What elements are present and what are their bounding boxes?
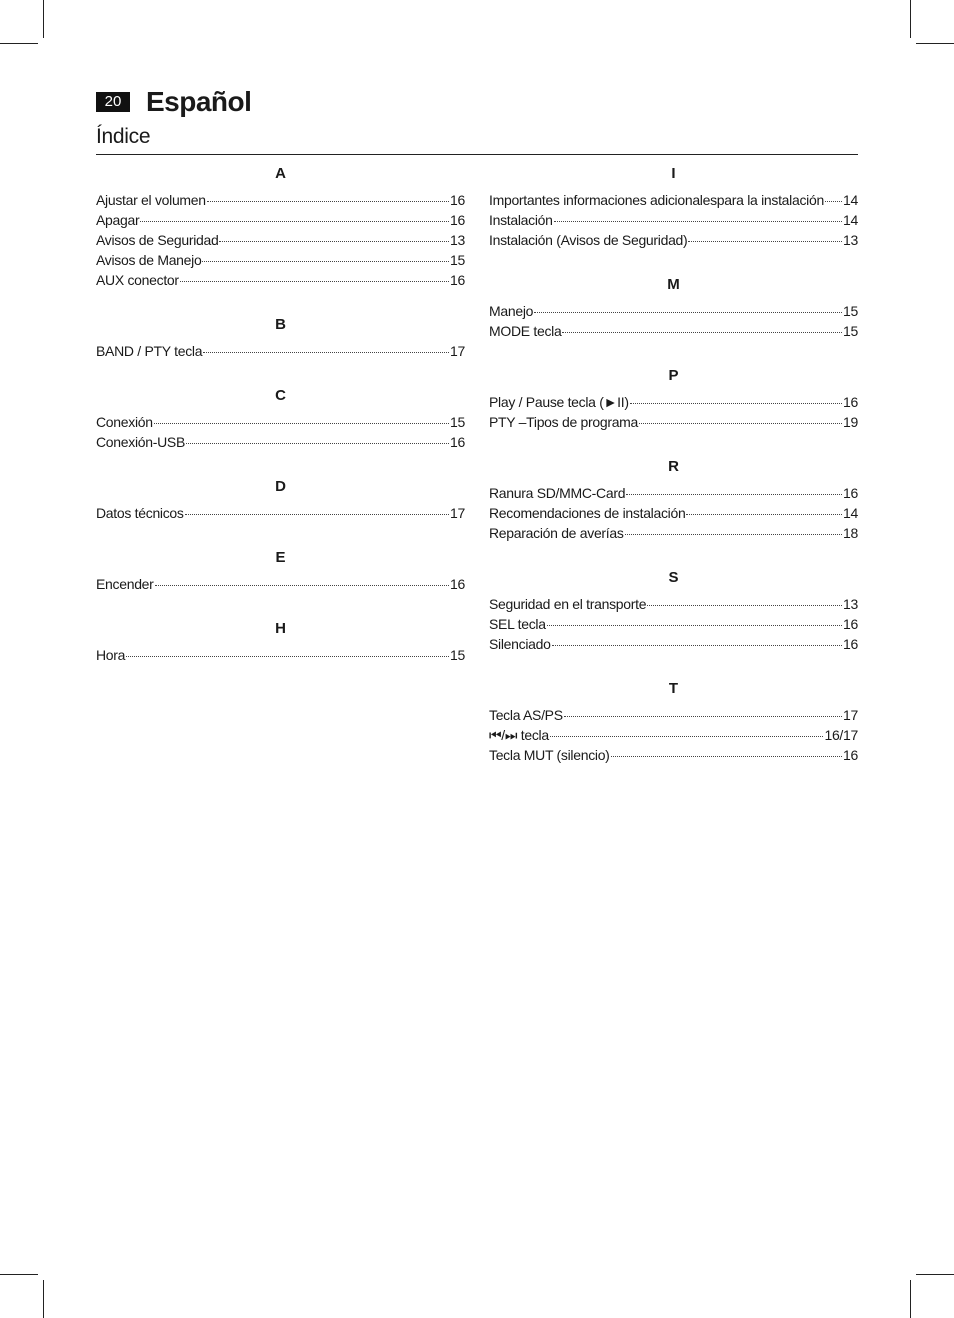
index-entry-page: 16	[450, 272, 465, 288]
index-entry-page: 16	[450, 576, 465, 592]
index-group-b	[96, 315, 465, 361]
index-entry	[96, 190, 465, 210]
index-entry	[489, 725, 858, 745]
index-entry	[489, 412, 858, 432]
index-entry-page: 16	[843, 394, 858, 410]
index-group-h	[96, 619, 465, 665]
index-entry-page: 16	[843, 747, 858, 763]
index-entry-page: 17	[843, 707, 858, 723]
index-letter: T	[668, 680, 679, 697]
index-entry-page: 16	[843, 616, 858, 632]
dot-leader	[611, 756, 842, 757]
index-entry-label: Conexión-USB	[96, 434, 185, 450]
dot-leader	[625, 534, 842, 535]
dot-leader	[647, 605, 842, 606]
index-entry-label: Encender	[96, 576, 154, 592]
index-entry-page: 15	[450, 414, 465, 430]
index-column-left	[96, 164, 465, 690]
index-entry-page: 15	[843, 323, 858, 339]
index-entry-page: 17	[450, 505, 465, 521]
index-entry-page: 15	[843, 303, 858, 319]
dot-leader	[686, 514, 842, 515]
index-entry-label: Tecla AS/PS	[489, 707, 563, 723]
dot-leader	[203, 352, 449, 353]
index-letter: I	[671, 165, 676, 182]
index-entry-label: Avisos de Manejo	[96, 252, 202, 268]
index-entry-page: 16	[450, 434, 465, 450]
index-entry-page: 13	[843, 596, 858, 612]
dot-leader	[155, 585, 449, 586]
dot-leader	[180, 281, 449, 282]
index-entry	[489, 594, 858, 614]
index-entry-label: AUX conector	[96, 272, 179, 288]
index-entry-page: 16	[450, 192, 465, 208]
index-letter: P	[668, 367, 679, 384]
index-column-right	[489, 164, 858, 790]
index-entry	[489, 301, 858, 321]
crop-mark	[910, 0, 911, 38]
index-entry	[489, 614, 858, 634]
index-group-p	[489, 366, 858, 432]
index-entry	[489, 745, 858, 765]
index-entry	[489, 230, 858, 250]
index-entry	[96, 270, 465, 290]
index-entry	[96, 574, 465, 594]
crop-mark	[916, 1274, 954, 1275]
index-entry-label: Conexión	[96, 414, 153, 430]
index-entry-label: Play / Pause tecla (►II)	[489, 394, 629, 410]
index-entry-label: Apagar	[96, 212, 140, 228]
dot-leader	[552, 645, 842, 646]
index-group-r	[489, 457, 858, 543]
dot-leader	[630, 403, 842, 404]
index-letter: E	[275, 549, 286, 566]
index-letter: C	[275, 387, 286, 404]
header-divider	[96, 154, 858, 155]
index-letter: A	[275, 165, 286, 182]
index-entry	[96, 341, 465, 361]
index-entry-label: Reparación de averías	[489, 525, 624, 541]
index-entry-page: 15	[450, 252, 465, 268]
index-entry	[489, 190, 858, 210]
index-group-c	[96, 386, 465, 452]
index-entry-page: 13	[843, 232, 858, 248]
index-entry-label: Manejo	[489, 303, 534, 319]
index-letter: H	[275, 620, 286, 637]
dot-leader	[207, 201, 449, 202]
index-entry	[96, 210, 465, 230]
crop-mark	[43, 0, 44, 38]
index-group-t	[489, 679, 858, 765]
language-title: Español	[146, 86, 252, 117]
index-entry-label: Ajustar el volumen	[96, 192, 206, 208]
index-entry-label: Importantes informaciones adicionalespara la instalación	[489, 192, 824, 208]
index-entry-label: Recomendaciones de instalación	[489, 505, 686, 521]
index-entry	[96, 503, 465, 523]
dot-leader	[186, 443, 449, 444]
index-entry-label: Silenciado	[489, 636, 551, 652]
index-entry	[96, 412, 465, 432]
crop-mark	[910, 1280, 911, 1318]
index-group-d	[96, 477, 465, 523]
index-entry-label: Seguridad en el transporte	[489, 596, 647, 612]
index-letter: S	[668, 569, 679, 586]
index-letter: M	[667, 276, 680, 293]
dot-leader	[554, 221, 842, 222]
index-entry-label: PTY –Tipos de programa	[489, 414, 639, 430]
index-entry	[489, 392, 858, 412]
dot-leader	[202, 261, 449, 262]
index-entry-page: 19	[843, 414, 858, 430]
index-entry-page: 16	[450, 212, 465, 228]
index-entry-page: 16/17	[824, 727, 858, 743]
dot-leader	[140, 221, 449, 222]
dot-leader	[154, 423, 449, 424]
dot-leader	[547, 625, 842, 626]
index-entry-label: BAND / PTY tecla	[96, 343, 203, 359]
dot-leader	[562, 332, 842, 333]
index-group-i	[489, 164, 858, 250]
index-letter: R	[668, 458, 679, 475]
dot-leader	[639, 423, 842, 424]
index-entry-label: Instalación	[489, 212, 553, 228]
index-entry-label: Ranura SD/MMC-Card	[489, 485, 626, 501]
dot-leader	[534, 312, 842, 313]
index-entry	[96, 250, 465, 270]
dot-leader	[185, 514, 449, 515]
dot-leader	[126, 656, 449, 657]
index-group-m	[489, 275, 858, 341]
dot-leader	[564, 716, 842, 717]
index-entry	[489, 483, 858, 503]
index-entry	[489, 523, 858, 543]
index-entry	[489, 705, 858, 725]
index-entry-label: Hora	[96, 647, 126, 663]
index-entry-label: ⏮/⏭ tecla	[489, 727, 549, 743]
crop-mark	[0, 1274, 38, 1275]
index-entry-page: 15	[450, 647, 465, 663]
dot-leader	[825, 201, 842, 202]
index-entry-page: 16	[843, 485, 858, 501]
index-entry-label: MODE tecla	[489, 323, 562, 339]
dot-leader	[626, 494, 842, 495]
index-entry	[489, 634, 858, 654]
index-letter: D	[275, 478, 286, 495]
dot-leader	[219, 241, 449, 242]
index-entry	[489, 321, 858, 341]
index-entry-page: 18	[843, 525, 858, 541]
index-entry-page: 14	[843, 192, 858, 208]
section-title: Índice	[96, 125, 151, 148]
index-entry	[489, 210, 858, 230]
page-number-badge: 20	[96, 92, 130, 112]
index-entry-label: Datos técnicos	[96, 505, 184, 521]
index-entry-page: 13	[450, 232, 465, 248]
index-group-a	[96, 164, 465, 290]
index-entry-label: Avisos de Seguridad	[96, 232, 219, 248]
index-entry-page: 14	[843, 505, 858, 521]
dot-leader	[688, 241, 842, 242]
index-entry	[96, 432, 465, 452]
index-entry	[96, 230, 465, 250]
index-entry-label: Instalación (Avisos de Seguridad)	[489, 232, 688, 248]
index-group-s	[489, 568, 858, 654]
index-letter: B	[275, 316, 286, 333]
index-group-e	[96, 548, 465, 594]
index-entry	[489, 503, 858, 523]
index-entry	[96, 645, 465, 665]
crop-mark	[0, 43, 38, 44]
crop-mark	[43, 1280, 44, 1318]
index-entry-label: SEL tecla	[489, 616, 546, 632]
index-entry-page: 17	[450, 343, 465, 359]
crop-mark	[916, 43, 954, 44]
dot-leader	[550, 736, 824, 737]
index-entry-label: Tecla MUT (silencio)	[489, 747, 610, 763]
index-entry-page: 16	[843, 636, 858, 652]
index-entry-page: 14	[843, 212, 858, 228]
